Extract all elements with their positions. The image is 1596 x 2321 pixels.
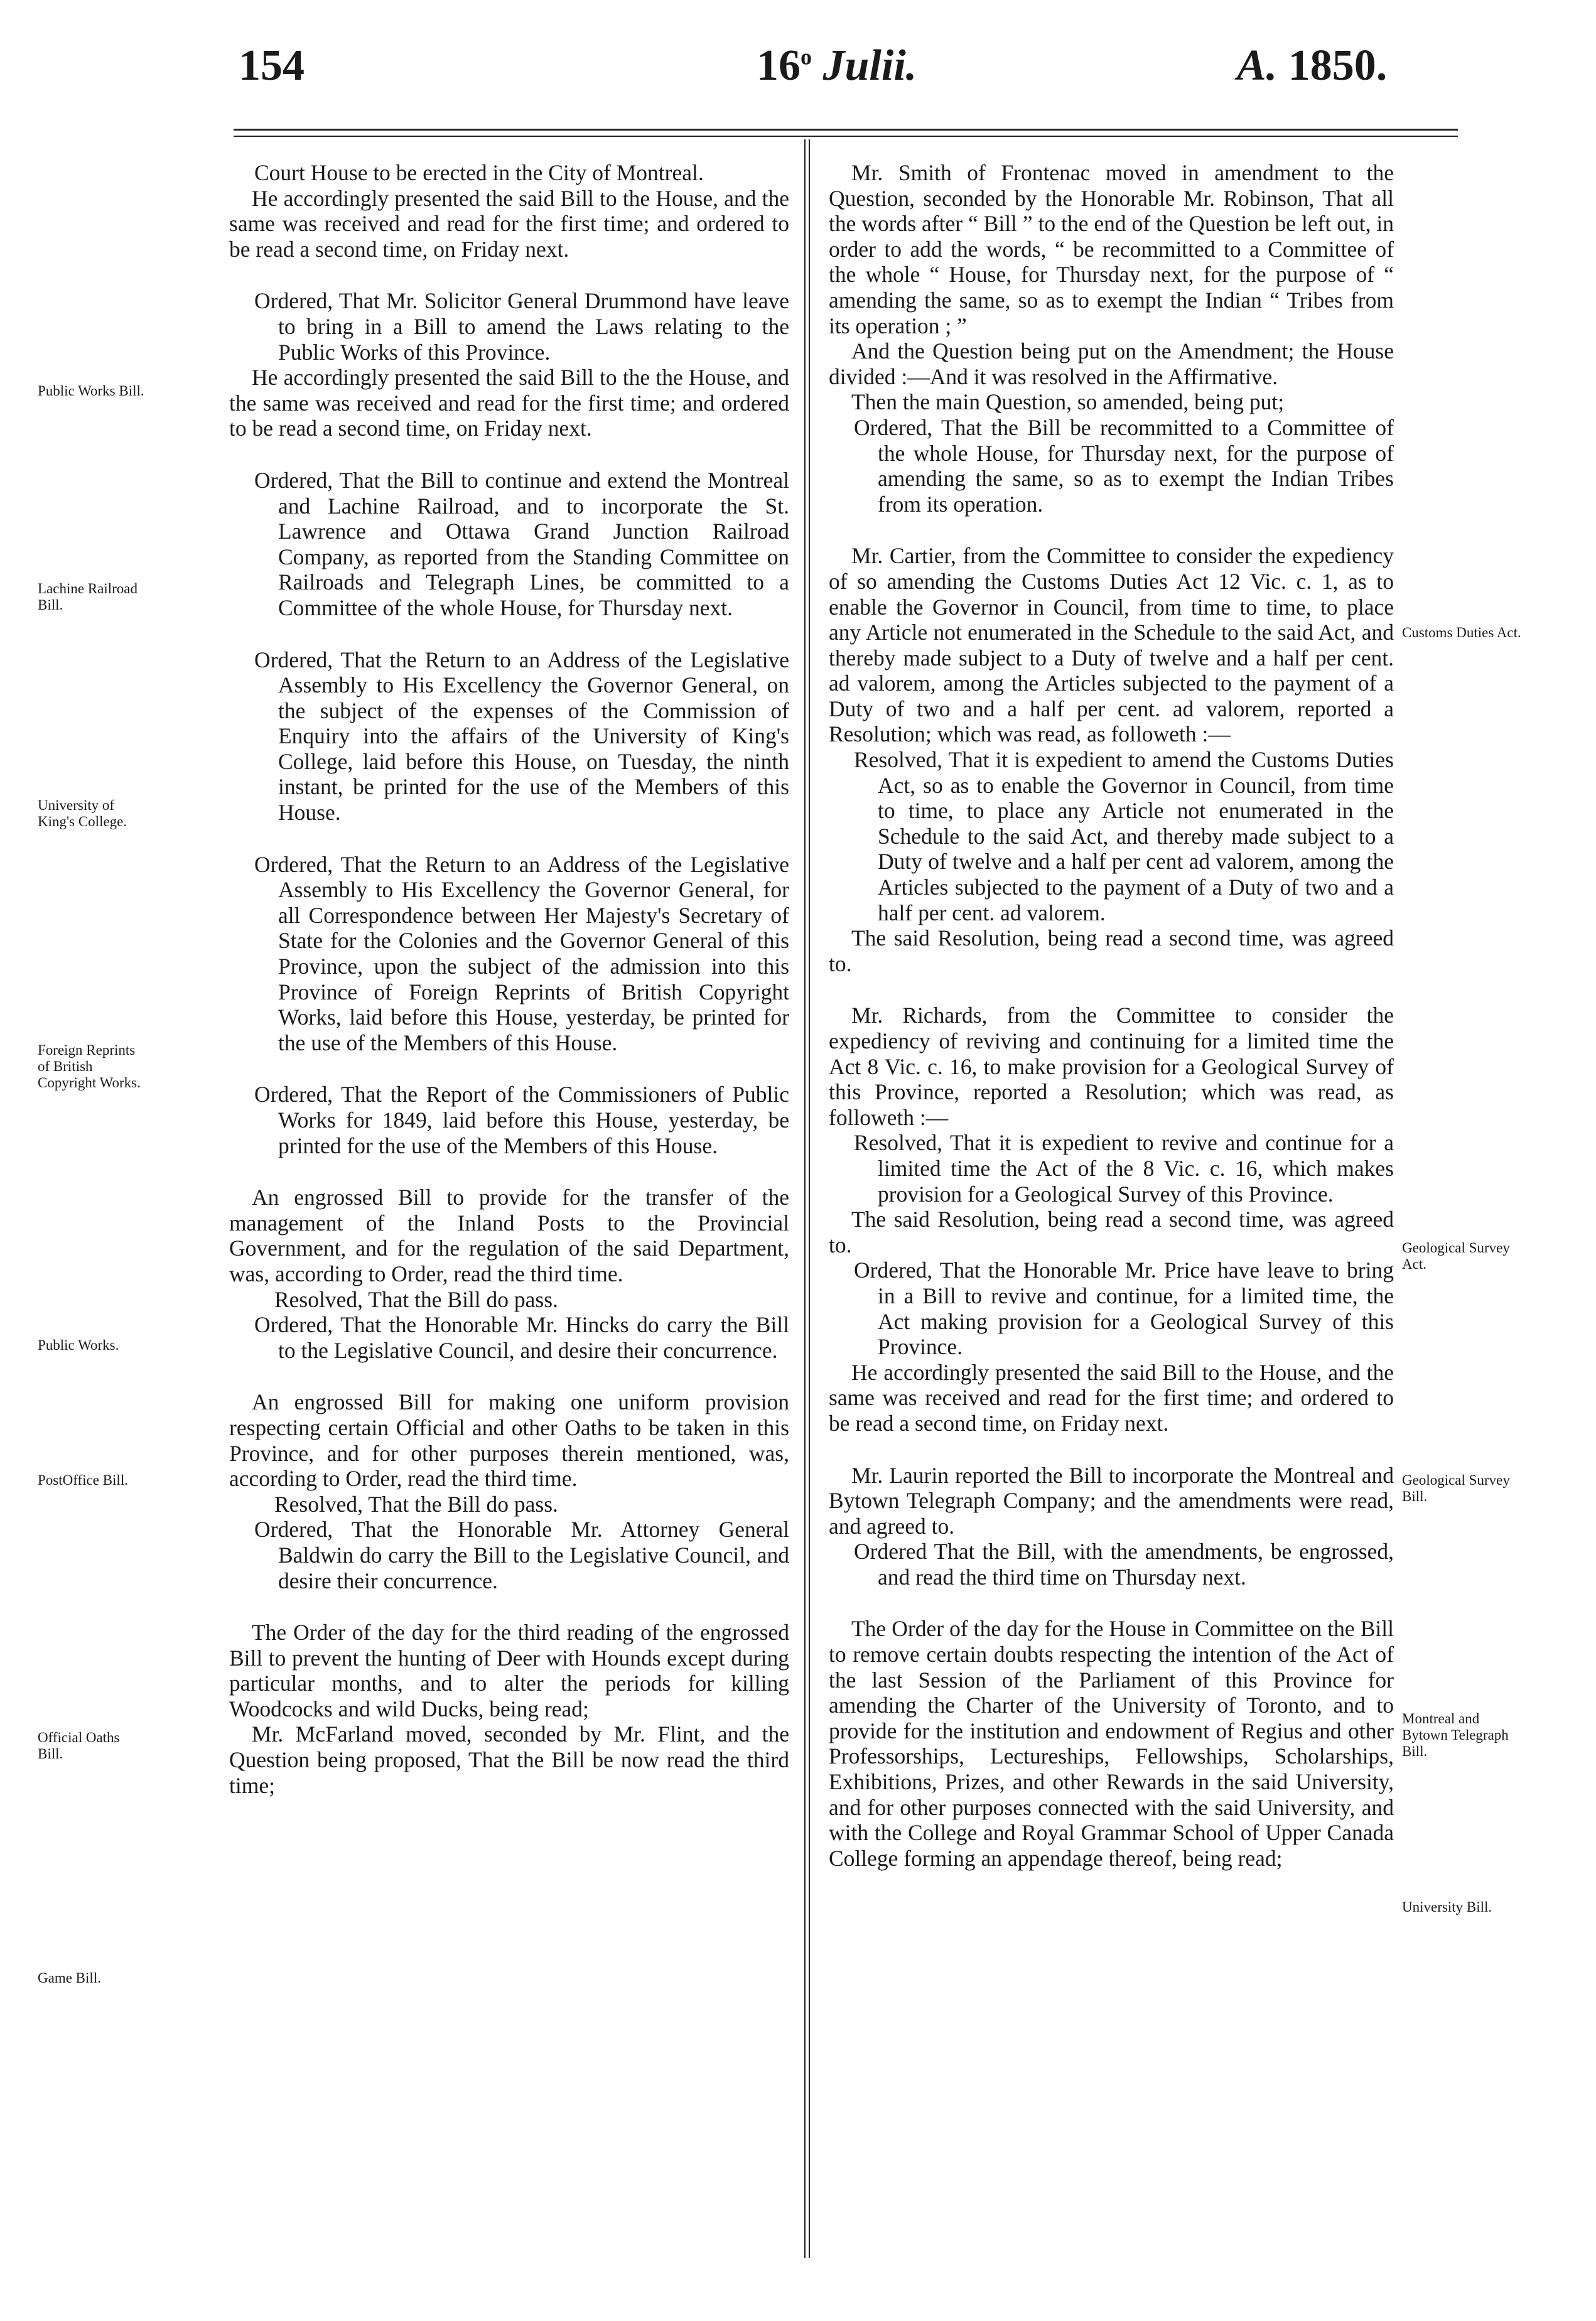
right-para-3: Then the main Question, so amended, being put;	[851, 389, 1285, 415]
left-para-16: Mr. McFarland moved, seconded by Mr. Flint, and the Question being proposed, That the Bill be now read the third time;	[229, 1721, 789, 1798]
year-value: 1850.	[1288, 41, 1388, 90]
margin-note-official-oaths: Official Oaths Bill.	[38, 1730, 120, 1762]
left-column	[229, 160, 789, 1798]
left-para-4: He accordingly presented the said Bill to the the House, and the same was received and read for the first time; and ordered to be read a second time, on Friday next.	[229, 365, 789, 441]
margin-note-post-office-bill: PostOffice Bill.	[38, 1472, 128, 1488]
page-date	[757, 41, 917, 90]
right-para-12: He accordingly presented the said Bill to the House, and the same was received and read for the first time; and ordered to be read a second time, on Friday next.	[829, 1359, 1394, 1436]
right-para-10: The said Resolution, being read a second time, was agreed to.	[829, 1207, 1394, 1257]
header-rule-top	[234, 129, 1458, 131]
left-para-14: Ordered, That the Honorable Mr. Attorney General Baldwin do carry the Bill to the Legislative Council, and desire their concurrence.	[254, 1517, 789, 1593]
page-year	[1237, 41, 1388, 90]
right-para-6: Resolved, That it is expedient to amend the Customs Duties Act, so as to enable the Governor in Council, from time to time, to place any Article not enumerated in the Schedule to the said Act, and thereby made subject to a Duty of twelve and a half per cent ad valorem, among the Articles subjected to the payment of a Duty of two and a half per cent. ad valorem.	[854, 747, 1394, 925]
left-para-10: Resolved, That the Bill do pass.	[274, 1286, 558, 1312]
page-number: 154	[239, 41, 305, 90]
left-para-15: The Order of the day for the third reading of the engrossed Bill to prevent the hunting of Deer with Hounds except during particular months, and to alter the periods for killing Woodcocks and wild Ducks, being read;	[229, 1620, 789, 1721]
margin-note-university-kings: University of King's College.	[38, 797, 127, 829]
margin-note-public-works: Public Works.	[38, 1337, 119, 1353]
page-header	[0, 41, 1596, 113]
column-divider-left	[804, 139, 806, 2258]
column-divider-right	[809, 139, 810, 2258]
right-para-5: Mr. Cartier, from the Committee to consider the expediency of so amending the Customs Duties Act 12 Vic. c. 1, as to enable the Governor in Council, from time to time, to place any Article not enumerated in the Schedule to the said Act, and thereby made subject to a Duty of twelve and a half per cent. ad valorem, among the Articles subjected to the payment of a Duty of two and a half per cent. ad valorem, reported a Resolution; which was read, as followeth :—	[829, 543, 1394, 747]
right-para-14: Ordered That the Bill, with the amendments, be engrossed, and read the third time on Thursday next.	[854, 1539, 1394, 1590]
right-para-8: Mr. Richards, from the Committee to consider the expediency of reviving and continuing for a limited time the Act 8 Vic. c. 16, to make provision for a Geological Survey of this Province, reported a Resolution; which was read, as followeth :—	[829, 1003, 1394, 1130]
margin-note-telegraph-bill: Montreal and Bytown Telegraph Bill.	[1402, 1711, 1509, 1759]
right-para-2: And the Question being put on the Amendment; the House divided :—And it was resolved in the Affirmative.	[829, 338, 1394, 389]
date-day: 16	[757, 41, 801, 90]
left-para-8: Ordered, That the Report of the Commissioners of Public Works for 1849, laid before this House, yesterday, be printed for the use of the Members of this House.	[254, 1082, 789, 1158]
right-para-4: Ordered, That the Bill be recommitted to a Committee of the whole House, for Thursday next, for the purpose of amending the same, so as to exempt the Indian Tribes from its operation.	[854, 414, 1394, 517]
margin-note-geological-survey-bill: Geological Survey Bill.	[1402, 1472, 1510, 1504]
left-para-7: Ordered, That the Return to an Address of the Legislative Assembly to His Excellency the Governor General, for all Correspondence between Her Majesty's Secretary of State for the Colonies and the Governor General of this Province, upon the subject of the admission into this Province of Foreign Reprints of British Copyright Works, laid before this House, yesterday, be printed for the use of the Members of this House.	[254, 851, 789, 1055]
margin-note-university-bill: University Bill.	[1402, 1899, 1492, 1915]
left-para-12: An engrossed Bill for making one uniform provision respecting certain Official and other Oaths to be taken in this Province, and for other purposes therein mentioned, was, according to Order, read the third time.	[229, 1389, 789, 1492]
right-para-13: Mr. Laurin reported the Bill to incorporate the Montreal and Bytown Telegraph Company; and the amendments were read, and agreed to.	[829, 1462, 1394, 1539]
right-para-11: Ordered, That the Honorable Mr. Price have leave to bring in a Bill to revive and continue, for a limited time, the Act making provision for a Geological Survey of this Province.	[854, 1257, 1394, 1360]
right-para-7: The said Resolution, being read a second time, was agreed to.	[829, 925, 1394, 976]
left-para-1: Court House to be erected in the City of Montreal.	[254, 160, 704, 185]
margin-note-game-bill: Game Bill.	[38, 1970, 101, 1986]
right-column	[829, 160, 1394, 1871]
left-para-11: Ordered, That the Honorable Mr. Hincks do carry the Bill to the Legislative Council, and desire their concurrence.	[254, 1312, 789, 1363]
left-para-3: Ordered, That Mr. Solicitor General Drummond have leave to bring in a Bill to amend the Laws relating to the Public Works of this Province.	[254, 288, 789, 365]
margin-note-customs-duties: Customs Duties Act.	[1402, 625, 1521, 640]
margin-note-foreign-reprints: Foreign Reprints of British Copyright Works.	[38, 1042, 141, 1090]
left-para-5: Ordered, That the Bill to continue and extend the Montreal and Lachine Railroad, and to incorporate the St. Lawrence and Ottawa Grand Junction Railroad Company, as reported from the Standing Committee on Railroads and Telegraph Lines, be committed to a Committee of the whole House, for Thursday next.	[254, 467, 789, 620]
margin-note-geological-survey-act: Geological Survey Act.	[1402, 1240, 1510, 1272]
right-para-15: The Order of the day for the House in Committee on the Bill to remove certain doubts respecting the intention of the Act of the last Session of the Parliament of this Province for amending the Charter of the University of Toronto, and to provide for the institution and endowment of Regius and other Professorships, Lectureships, Fellowships, Scholarships, Exhibitions, Prizes, and other Rewards in the said University, and for other purposes connected with the said University, and with the College and Royal Grammar School of Upper Canada College forming an appendage thereof, being read;	[829, 1616, 1394, 1871]
margin-note-public-works-bill: Public Works Bill.	[38, 383, 144, 399]
left-para-13: Resolved, That the Bill do pass.	[274, 1491, 558, 1517]
right-para-1: Mr. Smith of Frontenac moved in amendment to the Question, seconded by the Honorable Mr. Robinson, That all the words after “ Bill ” to the end of the Question be left out, in order to add the words, “ be recommitted to a Committee of the whole “ House, for Thursday next, for the purpose of “ amending the same, so as to exempt the Indian “ Tribes from its operation ; ”	[829, 160, 1394, 338]
right-para-9: Resolved, That it is expedient to revive and continue for a limited time the Act of the 8 Vic. c. 16, which makes provision for a Geological Survey of this Province.	[854, 1130, 1394, 1207]
left-para-6: Ordered, That the Return to an Address of the Legislative Assembly to His Excellency the Governor General, on the subject of the expenses of the Commission of Enquiry into the affairs of the University of King's College, laid before this House, on Tuesday, the ninth instant, be printed for the use of the Members of this House.	[254, 647, 789, 826]
year-prefix: A.	[1237, 41, 1278, 90]
header-rule-bottom	[234, 136, 1458, 137]
left-para-2: He accordingly presented the said Bill to the House, and the same was received and read for the first time; and ordered to be read a second time, on Friday next.	[229, 185, 789, 262]
left-para-9: An engrossed Bill to provide for the transfer of the management of the Inland Posts to the Provincial Government, and for the regulation of the said Department, was, according to Order, read the third time.	[229, 1185, 789, 1286]
margin-note-lachine-railroad: Lachine Railroad Bill.	[38, 581, 138, 613]
date-month: Julii.	[822, 41, 917, 90]
date-suffix: o	[801, 44, 812, 70]
